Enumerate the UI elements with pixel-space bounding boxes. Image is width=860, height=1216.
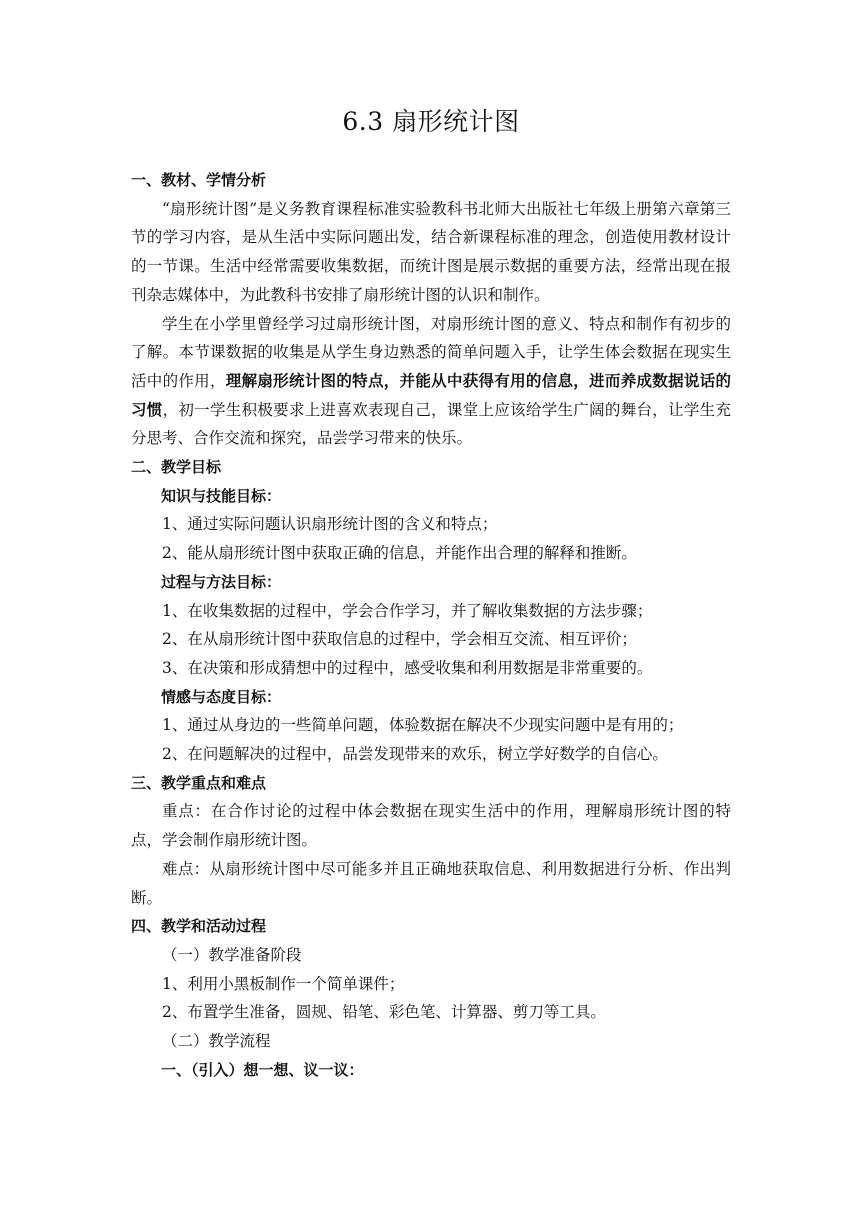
paragraph-difficulty: 难点：从扇形统计图中尽可能多并且正确地获取信息、利用数据进行分析、作出判断。 (131, 859, 731, 907)
document-page (131, 104, 731, 1085)
paragraph-student-analysis (131, 310, 731, 454)
subheading-preparation: （一）教学准备阶段 (162, 945, 302, 964)
section-heading-key-points: 三、教学重点和难点 (131, 773, 267, 792)
list-item: 2、在从扇形统计图中获取信息的过程中，学会相互交流、相互评价； (162, 630, 637, 649)
list-item: 2、能从扇形统计图中获取正确的信息，并能作出合理的解释和推断。 (162, 544, 637, 563)
list-item: 1、通过从身边的一些简单问题，体验数据在解决不少现实问题中是有用的； (162, 716, 684, 735)
subheading-knowledge-goals: 知识与技能目标： (161, 486, 282, 505)
paragraph-key-point: 重点：在合作讨论的过程中体会数据在现实生活中的作用，理解扇形统计图的特点，学会制作扇形统计图。 (131, 802, 731, 850)
section-heading-process: 四、教学和活动过程 (131, 917, 267, 936)
paragraph-textbook-analysis: “扇形统计图”是义务教育课程标准实验教科书北师大出版社七年级上册第六章第三节的学习内容，是从生活中实际问题出发，结合新课程标准的理念，创造使用教材设计的一节课。生活中经常需要收集数据，而统计图是展示数据的重要方法，经常出现在报刊杂志媒体中，为此教科书安排了扇形统计图的认识和制作。 (131, 199, 731, 304)
list-item: 2、在问题解决的过程中，品尝发现带来的欢乐，树立学好数学的自信心。 (162, 745, 668, 764)
page-title: 6.3 扇形统计图 (342, 107, 520, 136)
subheading-teaching-flow: （二）教学流程 (162, 1032, 271, 1051)
subheading-step-intro: 一、（引入）想一想、议一议： (161, 1060, 364, 1079)
paragraph-text: ，初一学生积极要求上进喜欢表现自己，课堂上应该给学生广阔的舞台，让学生充分思考、合作交流和探究，品尝学习带来的快乐。 (131, 400, 731, 448)
list-item: 1、利用小黑板制作一个简单课件； (162, 974, 405, 993)
section-heading-analysis: 一、教材、学情分析 (131, 171, 267, 189)
paragraph-text: 学生在小学里曾经学习过扇形统计图，对扇形统计图的意义、特点和制作有初步的了解。本节课数据的收集是从学生身边熟悉的简单问题入手，让学生体会数据在现实生活中的作用， (131, 314, 731, 390)
list-item: 1、通过实际问题认识扇形统计图的含义和特点； (162, 515, 498, 534)
list-item: 1、在收集数据的过程中，学会合作学习，并了解收集数据的方法步骤； (162, 601, 653, 620)
subheading-emotion-goals: 情感与态度目标： (161, 687, 282, 706)
subheading-process-goals: 过程与方法目标： (161, 572, 282, 591)
section-heading-goals: 二、教学目标 (131, 458, 222, 477)
list-item: 2、布置学生准备，圆规、铅笔、彩色笔、计算器、剪刀等工具。 (162, 1003, 606, 1022)
emphasized-text: 理解扇形统计图的特点，并能从中获得有用的信息，进而养成数据说话的习惯 (131, 371, 731, 419)
list-item: 3、在决策和形成猜想中的过程中，感受收集和利用数据是非常重要的。 (162, 658, 653, 677)
